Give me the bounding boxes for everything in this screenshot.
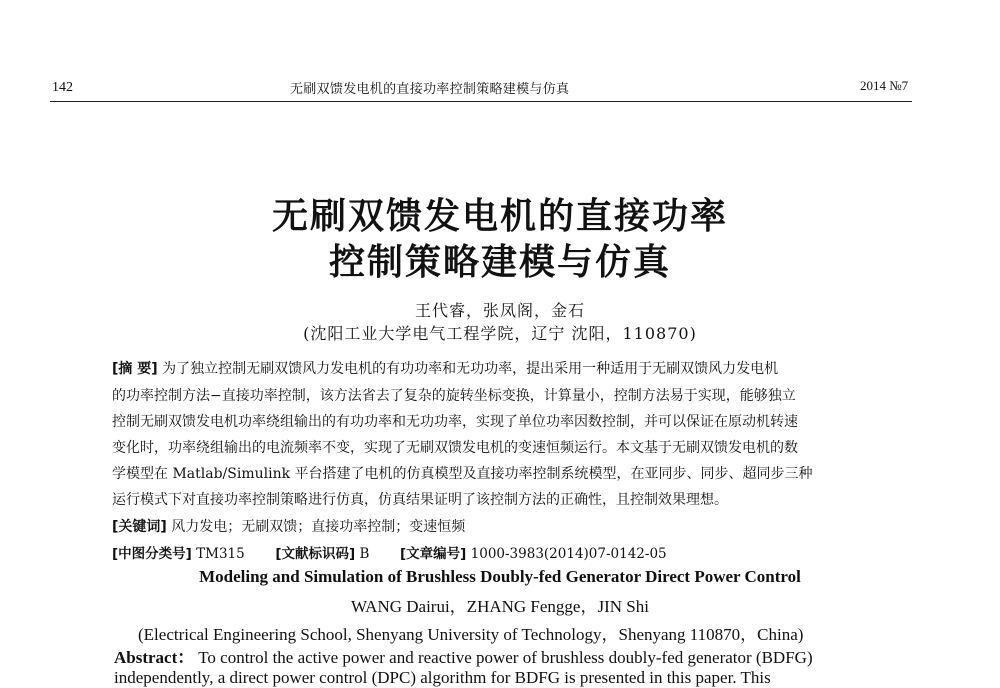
abstract-line xyxy=(112,359,778,379)
page-number: 142 xyxy=(52,80,73,95)
keywords-label: [关键词] xyxy=(112,519,167,535)
article-number-value: 1000-3983(2014)07-0142-05 xyxy=(470,546,667,562)
english-abstract-label: Abstract： xyxy=(114,648,195,667)
abstract-line: 的功率控制方法−直接功率控制，该方法省去了复杂的旋转坐标变换，计算量小，控制方法易于实现，能够独立 xyxy=(112,388,796,404)
issue-number: 2014 №7 xyxy=(860,78,909,93)
header-rule xyxy=(50,101,912,102)
english-title: Modeling and Simulation of Brushless Doubly-fed Generator Direct Power Control xyxy=(199,567,801,586)
keywords-text: 风力发电；无刷双馈；直接功率控制；变速恒频 xyxy=(171,519,466,535)
abstract-line: 运行模式下对直接功率控制策略进行仿真，仿真结果证明了该控制方法的正确性，且控制效果理想。 xyxy=(112,492,728,508)
paper-title-line-1: 无刷双馈发电机的直接功率 xyxy=(271,196,728,237)
doc-code-label: [文献标识码] xyxy=(275,546,356,562)
english-abstract-text: To control the active power and reactive power of brushless doubly-fed generator (BDFG) xyxy=(198,648,813,667)
english-abstract-line: independently, a direct power control (DPC) algorithm for BDFG is presented in this paper. This xyxy=(114,668,771,687)
abstract-line: 学模型在 Matlab/Simulink 平台搭建了电机的仿真模型及直接功率控制系统模型，在亚同步、同步、超同步三种 xyxy=(112,466,813,482)
keywords xyxy=(112,517,465,537)
english-abstract-line xyxy=(114,643,813,668)
abstract-line: 变化时，功率绕组输出的电流频率不变，实现了无刷双馈发电机的变速恒频运行。本文基于无刷双馈发电机的数 xyxy=(112,440,798,456)
doc-code-value: B xyxy=(359,546,370,562)
paper-title-line-2: 控制策略建模与仿真 xyxy=(328,242,671,283)
classification-line xyxy=(112,544,667,564)
running-title: 无刷双馈发电机的直接功率控制策略建模与仿真 xyxy=(290,82,570,97)
abstract-text: 为了独立控制无刷双馈风力发电机的有功功率和无功功率，提出采用一种适用于无刷双馈风力发电机 xyxy=(162,361,779,377)
abstract-line: 控制无刷双馈发电机功率绕组输出的有功功率和无功功率，实现了单位功率因数控制，并可以保证在原动机转速 xyxy=(112,414,798,430)
affiliation: (沈阳工业大学电气工程学院，辽宁 沈阳，110870) xyxy=(303,324,697,343)
authors: 王代睿，张凤阁，金石 xyxy=(414,301,585,320)
abstract-label: [摘 要] xyxy=(112,361,158,377)
article-number-label: [文章编号] xyxy=(400,546,467,562)
clc-value: TM315 xyxy=(196,546,245,562)
clc-label: [中图分类号] xyxy=(112,546,192,562)
english-authors: WANG Dairui，ZHANG Fengge，JIN Shi xyxy=(351,597,649,616)
english-affiliation: (Electrical Engineering School, Shenyang University of Technology，Shenyang 110870，China) xyxy=(138,625,804,644)
